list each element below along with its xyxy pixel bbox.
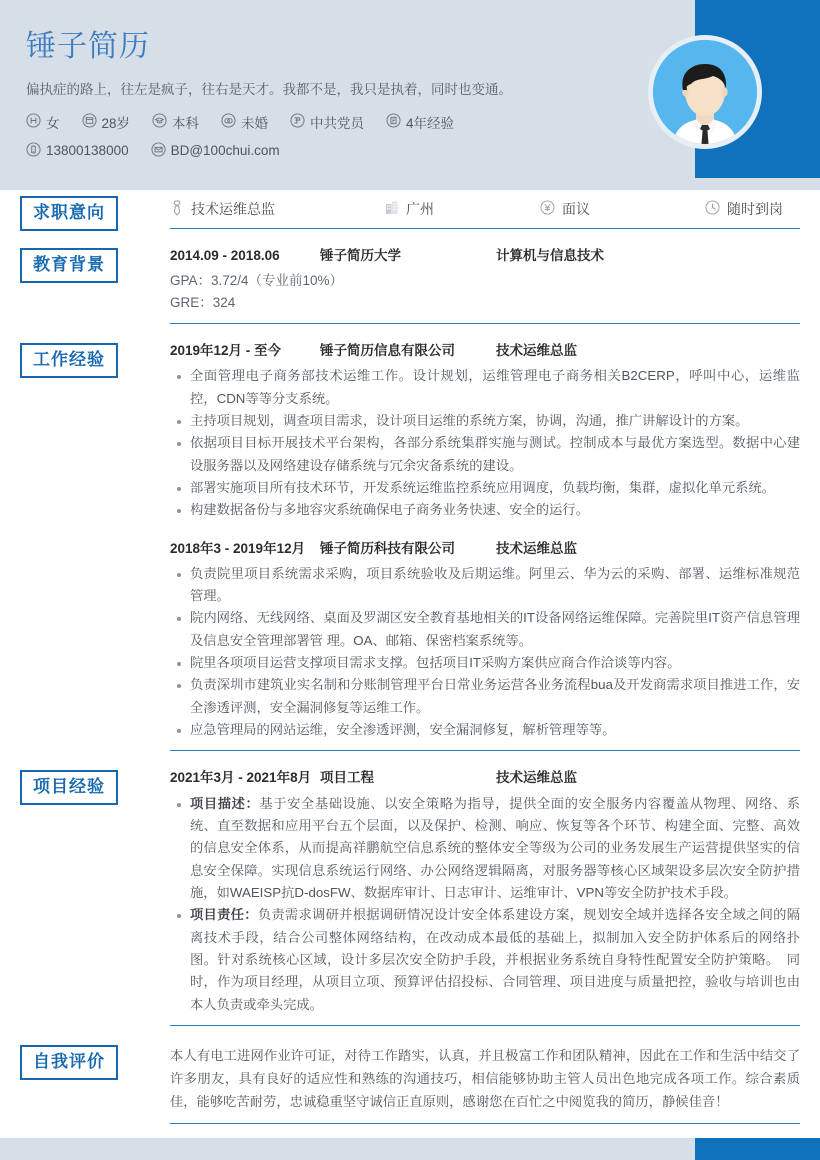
badge-col-education — [20, 242, 170, 283]
badge-col-project — [20, 764, 170, 805]
body-evaluation — [170, 1039, 800, 1137]
intention-position-value: 技术运维总监 — [191, 201, 275, 217]
resume-body — [0, 190, 820, 1137]
meta-item-education — [152, 112, 199, 132]
project-bullet-label: 项目责任： — [190, 907, 258, 923]
work-role: 技术运维总监 — [496, 540, 577, 556]
phone-icon — [26, 142, 41, 160]
meta-item-age — [82, 112, 131, 132]
section-education — [20, 242, 800, 337]
footer-bar — [0, 1138, 820, 1160]
meta-value-party: 中共党员 — [310, 115, 365, 131]
meta-value-gender: 女 — [46, 115, 60, 131]
education-date: 2014.09 - 2018.06 — [170, 248, 280, 263]
party-icon — [290, 113, 305, 131]
section-badge-evaluation: 自我评价 — [20, 1045, 118, 1080]
intention-salary — [540, 199, 705, 219]
meta-value-education: 本科 — [172, 115, 200, 131]
badge-col-intention — [20, 190, 170, 231]
project-entry — [170, 764, 800, 1016]
intention-city — [385, 199, 540, 219]
work-company: 锤子简历科技有限公司 — [320, 540, 455, 556]
project-entry-head — [170, 768, 800, 788]
meta-value-marital: 未婚 — [241, 115, 269, 131]
list-item: 构建数据备份与多地容灾系统确保电子商务业务快速、安全的运行。 — [170, 499, 800, 521]
education-major: 计算机与信息技术 — [496, 248, 604, 263]
education-school: 锤子简历大学 — [320, 248, 401, 263]
section-badge-education: 教育背景 — [20, 248, 118, 283]
resume-header — [0, 0, 820, 190]
intention-salary-value: 面议 — [562, 201, 590, 217]
body-project — [170, 764, 800, 1039]
project-bullet-text: 基于安全基础设施、以安全策略为指导，提供全面的安全服务内容覆盖从物理、网络、系统、直至数据和应用平台五个层面，以及保护、检测、响应、恢复等各个环节、构建全面、完整、高效的信息安全体系，从而提高祥鹏航空信息系统的整体安全等级为公司的业务发展生产运营提供坚实的信息安全保障。实现信息系统运行网络、办公网络逻辑隔离，对服务器等核心区域架设多层次安全防护措施，如WAEISP抗D-dosFW、数据库审计、日志审计、运维审计、VPN等安全防护技术手段。 — [190, 795, 801, 900]
salary-icon — [540, 200, 555, 218]
list-item: 院里各项项目运营支撑项目需求支撑。包括项目IT采购方案供应商合作洽谈等内容。 — [170, 652, 800, 674]
meta-item-gender — [26, 112, 60, 132]
section-badge-intention: 求职意向 — [20, 196, 118, 231]
marital-icon — [221, 113, 236, 131]
project-date: 2021年3月 - 2021年8月 — [170, 770, 312, 786]
meta-value-age: 28岁 — [101, 115, 131, 131]
building-icon — [385, 200, 399, 218]
avatar-image — [653, 40, 757, 144]
project-bullets — [170, 793, 800, 1016]
list-item: 依据项目目标开展技术平台架构，各部分系统集群实施与测试。控制成本与最优方案选型。数据中心建设服务器以及网络建设存储系统与冗余灾备系统的建设。 — [170, 432, 800, 477]
intention-city-value: 广州 — [406, 201, 434, 217]
section-badge-work: 工作经验 — [20, 343, 118, 378]
contact-value-phone: 13800138000 — [46, 143, 129, 159]
body-education — [170, 242, 800, 337]
work-company: 锤子简历信息有限公司 — [320, 342, 455, 358]
list-item: 院内网络、无线网络、桌面及罗湖区安全教育基地相关的IT设备网络运维保障。完善院里IT资产信息管理及信息安全管理部署管 理。OA、邮箱、保密档案系统等。 — [170, 607, 800, 652]
divider-intention — [170, 228, 800, 229]
gender-icon — [26, 113, 41, 131]
list-item: 应急管理局的网站运维，安全渗透评测，安全漏洞修复，解析管理等等。 — [170, 719, 800, 741]
work-bullets — [170, 365, 800, 521]
divider-work — [170, 750, 800, 751]
work-entry — [170, 337, 800, 522]
avatar — [648, 35, 762, 149]
candidate-name: 锤子简历 — [26, 30, 150, 63]
work-entry-head — [170, 539, 800, 559]
intention-availability-value: 随时到岗 — [727, 201, 783, 217]
contact-item-email[interactable] — [151, 142, 280, 160]
list-item — [170, 904, 800, 1016]
section-job-intention — [20, 190, 800, 242]
intention-availability — [705, 199, 783, 219]
avatar-illustration — [653, 40, 757, 144]
list-item: 主持项目规划，调查项目需求，设计项目运维的系统方案，协调，沟通，推广讲解设计的方案。 — [170, 410, 800, 432]
list-item: 负责院里项目系统需求采购，项目系统验收及后期运维。阿里云、华为云的采购、部署、运维标准规范管理。 — [170, 563, 800, 608]
mail-icon — [151, 142, 166, 160]
meta-value-experience: 4年经验 — [406, 115, 455, 131]
tie-icon — [170, 200, 184, 219]
list-item: 部署实施项目所有技术环节，开发系统运维监控系统应用调度，负载均衡，集群，虚拟化单元系统。 — [170, 477, 800, 499]
education-gre: GRE：324 — [170, 295, 236, 311]
work-entry — [170, 535, 800, 742]
section-work-experience — [20, 337, 800, 764]
work-role: 技术运维总监 — [496, 342, 577, 358]
work-date: 2019年12月 - 至今 — [170, 342, 282, 358]
divider-project — [170, 1025, 800, 1026]
meta-item-experience — [386, 112, 454, 132]
intention-position — [170, 199, 385, 219]
list-item: 负责深圳市建筑业实名制和分账制管理平台日常业务运营各业务流程bua及开发商需求项目推进工作，安全渗透评测，安全漏洞修复等运维工作。 — [170, 674, 800, 719]
badge-col-evaluation — [20, 1039, 170, 1080]
meta-item-party — [290, 112, 364, 132]
work-bullets — [170, 563, 800, 742]
project-bullet-text: 负责需求调研并根据调研情况设计安全体系建设方案，规划安全域并选择各安全域之间的隔离技术手段，结合公司整体网络结构，在改动成本最低的基础上，拟制加入安全防护体系后的网络扑图。针对系统核心区域，设计多层次安全防护手段，并根据业务系统自身特性配置安全防护策略。 同时，作为项目经理，从项目立项、预算评估招投标、合同管理、项目进度与质量把控，验收与培训也由本人负责或牵头完成。 — [190, 907, 801, 1012]
badge-col-work — [20, 337, 170, 378]
section-badge-project: 项目经验 — [20, 770, 118, 805]
calendar-icon — [82, 113, 97, 131]
graduation-icon — [152, 113, 167, 131]
project-bullet-label: 项目描述： — [190, 795, 260, 811]
list-item: 全面管理电子商务部技术运维工作。设计规划，运维管理电子商务相关B2CERP，呼叫中心，运维监控，CDN等等分支系统。 — [170, 365, 800, 410]
section-project-experience — [20, 764, 800, 1039]
education-entry — [170, 242, 800, 314]
footer-accent-block — [695, 1138, 820, 1160]
body-intention — [170, 190, 800, 242]
work-date: 2018年3 - 2019年12月 — [170, 540, 306, 556]
clock-icon — [705, 200, 720, 218]
divider-education — [170, 323, 800, 324]
experience-icon — [386, 113, 401, 131]
intention-row — [170, 190, 800, 219]
education-entry-head — [170, 246, 800, 266]
project-role: 技术运维总监 — [496, 770, 577, 786]
evaluation-text: 本人有电工进网作业许可证，对待工作踏实，认真，并且极富工作和团队精神，因此在工作和生活中结交了许多朋友，具有良好的适应性和熟练的沟通技巧，相信能够协助主管人员出色地完成各项工作。综合素质佳，能够吃苦耐劳，忠诚稳重坚守诚信正直原则，感谢您在百忙之中阅览我的简历，静候佳音！ — [170, 1047, 800, 1109]
list-item — [170, 793, 800, 905]
project-name: 项目工程 — [320, 770, 374, 786]
contact-value-email: BD@100chui.com — [170, 143, 280, 159]
body-work — [170, 337, 800, 764]
work-entry-head — [170, 341, 800, 361]
education-gpa: GPA：3.72/4（专业前10%） — [170, 273, 344, 289]
candidate-tagline: 偏执症的路上，往左是疯子，往右是天才。我都不是，我只是执着，同时也变通。 — [26, 81, 512, 97]
meta-item-marital — [221, 112, 268, 132]
section-self-evaluation — [20, 1039, 800, 1137]
contact-item-phone[interactable] — [26, 142, 129, 160]
divider-evaluation — [170, 1123, 800, 1124]
